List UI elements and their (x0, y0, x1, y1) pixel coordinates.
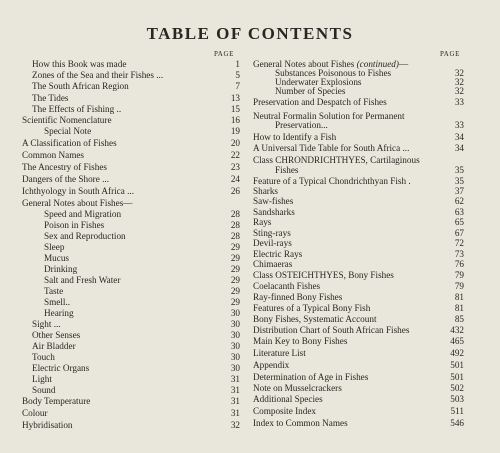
toc-entry (253, 395, 464, 404)
toc-entry-page: 30 (230, 308, 240, 318)
toc-entry-page: 73 (454, 249, 464, 259)
toc-entry (22, 105, 240, 114)
toc-entry (22, 127, 240, 136)
toc-entry-title: Distribution Chart of South African Fishes (253, 325, 410, 335)
page-title: TABLE OF CONTENTS (146, 24, 354, 43)
toc-entry (253, 177, 464, 186)
toc-entry (22, 71, 240, 80)
toc-entry-page: 13 (230, 93, 240, 103)
toc-entry-page: 28 (230, 209, 240, 219)
toc-entry-page: 29 (230, 297, 240, 307)
toc-entry (253, 326, 464, 335)
toc-entry-page: 31 (230, 385, 240, 395)
toc-entry-title: Underwater Explosions (275, 77, 362, 87)
toc-entry-page: 67 (454, 228, 464, 238)
toc-entry-title: Salt and Fresh Water (44, 275, 121, 285)
toc-entry-title: Taste (44, 286, 64, 296)
toc-entry-page: 16 (230, 115, 240, 125)
toc-entry (22, 353, 240, 362)
toc-entry-title: Preservation... (275, 120, 328, 130)
toc-entry-page: 65 (454, 217, 464, 227)
toc-entry-title: Main Key to Bony Fishes (253, 336, 348, 346)
toc-entry-page: 20 (230, 138, 240, 148)
toc-entry-page: 501 (450, 372, 464, 382)
toc-entry-title: Common Names (22, 150, 85, 160)
toc-entry-title: The Effects of Fishing .. (32, 104, 122, 114)
toc-entry (253, 144, 464, 153)
toc-entry-title: Note on Musselcrackers (253, 383, 342, 393)
toc-entry (253, 166, 464, 175)
toc-entry-page: 81 (454, 292, 464, 302)
toc-entry-title: Hearing (44, 308, 74, 318)
toc-entry-page: 30 (230, 341, 240, 351)
toc-entry (22, 276, 240, 285)
toc-entry-title: Hybridisation (22, 420, 73, 430)
toc-entry-page: 5 (235, 70, 240, 80)
page-column-header: PAGE (439, 50, 460, 58)
toc-entry-title: Composite Index (253, 406, 317, 416)
toc-entry (22, 187, 240, 196)
toc-entry-page: 33 (454, 97, 464, 107)
toc-entry (253, 315, 464, 324)
toc-entry (253, 98, 464, 107)
toc-entry (253, 337, 464, 346)
toc-entry-page: 35 (454, 176, 464, 186)
toc-entry-page: 79 (454, 270, 464, 280)
toc-entry-title: General Notes about Fishes— (22, 198, 133, 208)
toc-entry-title: Class CHRONDRICHTHYES, Cartilaginous (253, 155, 420, 165)
toc-entry (253, 304, 464, 313)
toc-entry-page: 30 (230, 352, 240, 362)
toc-entry-page: 29 (230, 286, 240, 296)
toc-entry-title: Sight ... (32, 319, 61, 329)
toc-entry-title: Smell.. (44, 297, 71, 307)
toc-entry (253, 271, 464, 280)
toc-entry (22, 309, 240, 318)
toc-entry-page: 37 (454, 186, 464, 196)
toc-entry (253, 361, 464, 370)
toc-entry (253, 229, 464, 238)
toc-entry (22, 421, 240, 430)
toc-entry (253, 407, 464, 416)
toc-entry-title: Scientific Nomenclature (22, 115, 112, 125)
toc-entry (22, 94, 240, 103)
toc-entry-title: Sleep (44, 242, 65, 252)
toc-entry (22, 342, 240, 351)
toc-entry-page: 85 (454, 314, 464, 324)
toc-entry (253, 282, 464, 291)
toc-entry (253, 260, 464, 269)
toc-entry-title: Sandsharks (253, 207, 295, 217)
toc-entry-title: Sting-rays (253, 228, 291, 238)
toc-entry-title: Body Temperature (22, 396, 91, 406)
toc-entry-page: 79 (454, 281, 464, 291)
toc-entry-page: 28 (230, 220, 240, 230)
toc-entry-title: Saw-fishes (253, 196, 294, 206)
toc-entry-title: Light (32, 374, 52, 384)
toc-entry-page: 31 (230, 396, 240, 406)
toc-entry-title: Electric Organs (32, 363, 90, 373)
toc-entry-page: 502 (450, 383, 464, 393)
toc-entry-title: Neutral Formalin Solution for Permanent (253, 111, 405, 121)
toc-entry-title: The South African Region (32, 81, 129, 91)
toc-entry-title: Drinking (44, 264, 78, 274)
toc-entry-title: Other Senses (32, 330, 81, 340)
toc-entry-title: Sex and Reproduction (44, 231, 126, 241)
toc-entry-page: 34 (454, 132, 464, 142)
toc-list-left (22, 60, 240, 440)
toc-entry-page: 29 (230, 264, 240, 274)
toc-entry-title: Features of a Typical Bony Fish (253, 303, 371, 313)
toc-entry (253, 187, 464, 196)
toc-entry (253, 218, 464, 227)
toc-entry-title: Chimaeras (253, 259, 293, 269)
toc-entry (22, 163, 240, 172)
toc-entry (22, 116, 240, 125)
toc-entry-title: Ichthyology in South Africa ... (22, 186, 135, 196)
toc-entry-page: 7 (235, 81, 240, 91)
toc-entry-title: How to Identify a Fish (253, 132, 337, 142)
toc-entry (22, 243, 240, 252)
toc-entry (253, 87, 464, 96)
toc-entry-title: Mucus (44, 253, 70, 263)
toc-entry-page: 30 (230, 319, 240, 329)
toc-entry-title: Index to Common Names (253, 418, 348, 428)
toc-entry-page: 15 (230, 104, 240, 114)
toc-entry-title: Colour (22, 408, 48, 418)
toc-entry-title: Sharks (253, 186, 279, 196)
right-column (253, 50, 464, 440)
toc-entry-title: The Tides (32, 93, 69, 103)
toc-entry-title: Rays (253, 217, 272, 227)
toc-entry-page: 28 (230, 231, 240, 241)
toc-entry-page: 26 (230, 186, 240, 196)
toc-entry-title: A Universal Tide Table for South Africa ... (253, 143, 410, 153)
toc-entry-page: 34 (454, 143, 464, 153)
toc-entry-title: Sound (32, 385, 56, 395)
toc-entry (22, 221, 240, 230)
toc-entry (22, 254, 240, 263)
toc-entry (22, 60, 240, 69)
toc-entry (22, 298, 240, 307)
toc-entry-page: 30 (230, 363, 240, 373)
toc-entry-page: 23 (230, 162, 240, 172)
toc-entry-page: 76 (454, 259, 464, 269)
toc-entry (253, 197, 464, 206)
toc-entry-page: 22 (230, 150, 240, 160)
toc-entry (253, 373, 464, 382)
toc-entry-page: 30 (230, 330, 240, 340)
toc-entry-title: Air Bladder (32, 341, 76, 351)
toc-entry-title: Literature List (253, 348, 306, 358)
toc-entry (253, 156, 464, 165)
toc-entry-page: 1 (235, 59, 240, 69)
left-column (22, 50, 240, 440)
toc-entry-title: Number of Species (275, 86, 346, 96)
toc-entry (22, 320, 240, 329)
toc-entry-title: Appendix (253, 360, 290, 370)
toc-entry-page: 492 (450, 348, 464, 358)
toc-entry-title: Poison in Fishes (44, 220, 105, 230)
toc-entry-title: Zones of the Sea and their Fishes ... (32, 70, 164, 80)
toc-entry (22, 409, 240, 418)
toc-entry-title: Class OSTEICHTHYES, Bony Fishes (253, 270, 394, 280)
toc-entry-page: 33 (454, 120, 464, 130)
toc-entry-title: Bony Fishes, Systematic Account (253, 314, 377, 324)
toc-list-right (253, 60, 464, 440)
page-column-header: PAGE (213, 50, 234, 58)
toc-entry-page: 63 (454, 207, 464, 217)
toc-entry-title: How this Book was made (32, 59, 127, 69)
toc-entry-page: 32 (454, 77, 464, 87)
toc-entry-page: 32 (230, 420, 240, 430)
toc-entry-title: Ray-finned Bony Fishes (253, 292, 343, 302)
toc-entry (22, 386, 240, 395)
toc-entry-title: General Notes about Fishes (continued)— (253, 59, 409, 69)
toc-entry (22, 331, 240, 340)
toc-entry-title: Special Note (44, 126, 92, 136)
toc-entry-page: 32 (454, 68, 464, 78)
toc-entry (22, 139, 240, 148)
toc-entry-title: Additional Species (253, 394, 323, 404)
toc-entry (22, 210, 240, 219)
toc-entry-page: 29 (230, 275, 240, 285)
toc-entry-page: 29 (230, 242, 240, 252)
toc-entry (253, 208, 464, 217)
toc-entry-title: Fishes (275, 165, 299, 175)
toc-entry-page: 32 (454, 86, 464, 96)
toc-entry-title: Determination of Age in Fishes (253, 372, 369, 382)
toc-entry (253, 121, 464, 130)
toc-entry-page: 19 (230, 126, 240, 136)
toc-entry (253, 239, 464, 248)
toc-entry-title: Touch (32, 352, 55, 362)
toc-entry-page: 24 (230, 174, 240, 184)
toc-entry-title: Substances Poisonous to Fishes (275, 68, 392, 78)
toc-entry-page: 432 (450, 325, 464, 335)
toc-entry (22, 397, 240, 406)
toc-entry-title: Feature of a Typical Chondrichthyan Fish . (253, 176, 411, 186)
toc-entry-page: 81 (454, 303, 464, 313)
toc-entry (22, 364, 240, 373)
toc-entry-title: Devil-rays (253, 238, 292, 248)
toc-entry (22, 265, 240, 274)
toc-entry-page: 546 (450, 418, 464, 428)
toc-entry (22, 199, 240, 208)
toc-entry (22, 82, 240, 91)
toc-entry (253, 133, 464, 142)
toc-entry (22, 232, 240, 241)
toc-entry (253, 384, 464, 393)
toc-entry-page: 501 (450, 360, 464, 370)
toc-entry-title: A Classification of Fishes (22, 138, 117, 148)
toc-entry-title: Dangers of the Shore ... (22, 174, 110, 184)
toc-entry (22, 287, 240, 296)
toc-entry-title: Electric Rays (253, 249, 303, 259)
toc-entry-page: 31 (230, 374, 240, 384)
toc-entry-title: Coelacanth Fishes (253, 281, 321, 291)
toc-entry (253, 250, 464, 259)
toc-entry (22, 175, 240, 184)
toc-entry-page: 31 (230, 408, 240, 418)
toc-entry-page: 465 (450, 336, 464, 346)
toc-entry (253, 293, 464, 302)
toc-entry (22, 151, 240, 160)
toc-entry-page: 72 (454, 238, 464, 248)
toc-entry-title: Speed and Migration (44, 209, 122, 219)
toc-entry (22, 375, 240, 384)
toc-entry (253, 349, 464, 358)
toc-entry-page: 503 (450, 394, 464, 404)
toc-entry-page: 511 (450, 406, 464, 416)
toc-entry-page: 29 (230, 253, 240, 263)
toc-entry (253, 419, 464, 428)
toc-entry-page: 35 (454, 165, 464, 175)
toc-entry-title: Preservation and Despatch of Fishes (253, 97, 387, 107)
toc-entry-page: 62 (454, 196, 464, 206)
toc-entry-title: The Ancestry of Fishes (22, 162, 107, 172)
